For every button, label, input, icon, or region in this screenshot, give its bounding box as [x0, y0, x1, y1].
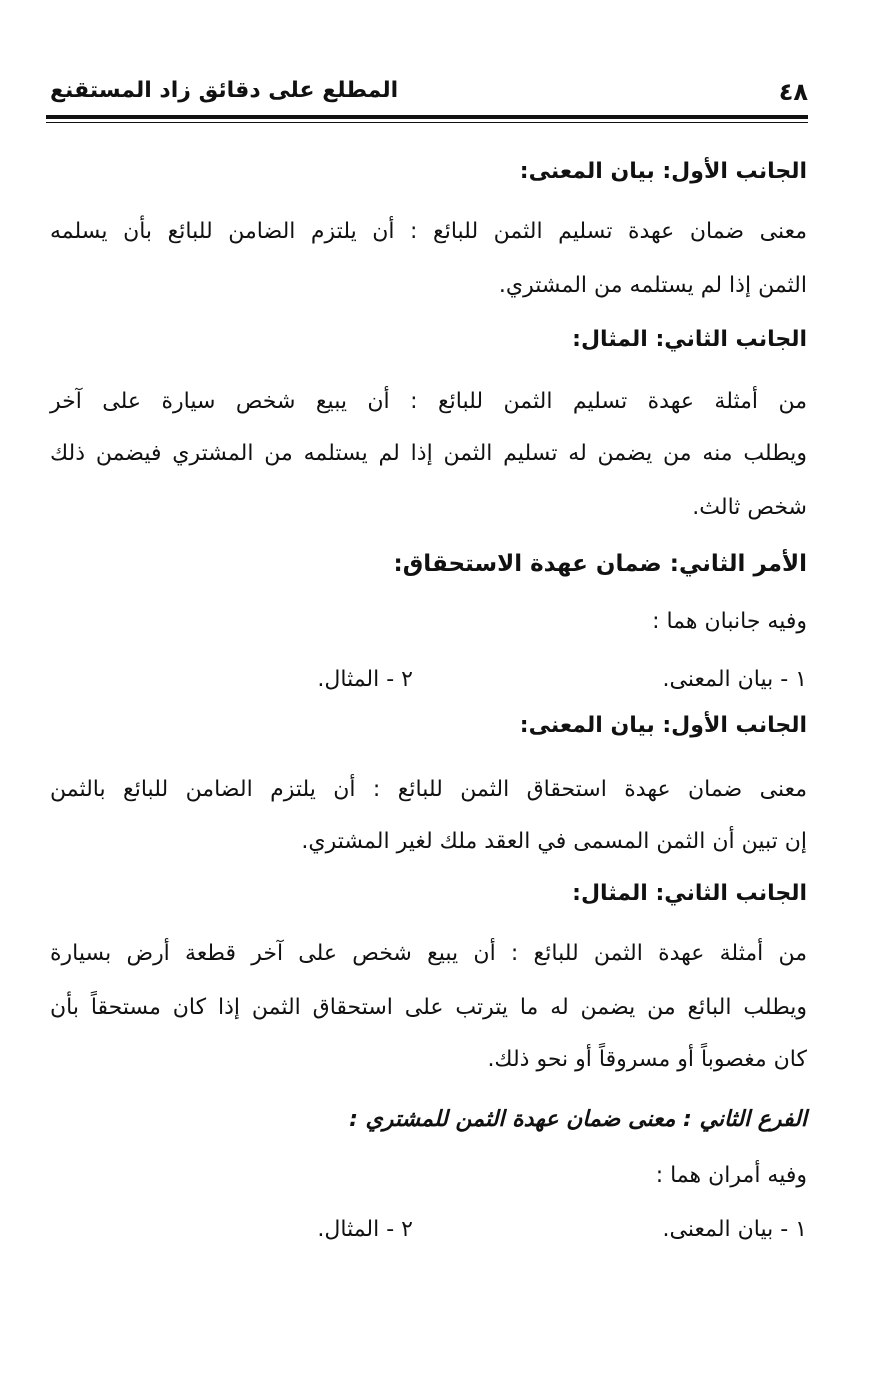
section-heading: الجانب الثاني: المثال: [572, 881, 807, 906]
enum-item: ٢ - المثال. [317, 667, 413, 692]
page-header [50, 72, 808, 112]
paragraph-line: كان مغصوباً أو مسروقاً أو نحو ذلك. [487, 1047, 807, 1072]
paragraph-line: معنى ضمان عهدة استحقاق الثمن للبائع : أن يلتزم الضامن للبائع بالثمن [50, 777, 807, 802]
paragraph-line: وفيه أمران هما : [655, 1163, 807, 1188]
section-heading: الأمر الثاني: ضمان عهدة الاستحقاق: [393, 551, 807, 577]
paragraph-line: شخص ثالث. [692, 495, 807, 520]
section-heading: الفرع الثاني : معنى ضمان عهدة الثمن للمشتري : [349, 1107, 807, 1132]
enum-item: ٢ - المثال. [317, 1217, 413, 1242]
page-number: ٤٨ [778, 78, 808, 106]
paragraph-line: من أمثلة عهدة تسليم الثمن للبائع : أن يبيع شخص سيارة على آخر [50, 389, 807, 414]
paragraph-line: ويطلب البائع من يضمن له ما يترتب على استحقاق الثمن إذا كان مستحقاً بأن [50, 995, 807, 1020]
paragraph-line: إن تبين أن الثمن المسمى في العقد ملك لغير المشتري. [301, 829, 807, 854]
paragraph-line: ويطلب منه من يضمن له تسليم الثمن إذا لم يستلمه من المشتري فيضمن ذلك [50, 441, 807, 466]
enum-item: ١ - بيان المعنى. [662, 667, 807, 692]
running-title: المطلع على دقائق زاد المستقنع [50, 78, 399, 103]
section-heading: الجانب الأول: بيان المعنى: [519, 713, 807, 738]
paragraph-line: الثمن إذا لم يستلمه من المشتري. [498, 273, 807, 298]
paragraph-line: معنى ضمان عهدة تسليم الثمن للبائع : أن يلتزم الضامن للبائع بأن يسلمه [50, 219, 807, 244]
paragraph-line: وفيه جانبان هما : [652, 609, 807, 634]
header-rule-thick [46, 115, 808, 119]
header-rule-thin [46, 122, 808, 123]
enum-item: ١ - بيان المعنى. [662, 1217, 807, 1242]
section-heading: الجانب الثاني: المثال: [572, 327, 807, 352]
paragraph-line: من أمثلة عهدة الثمن للبائع : أن يبيع شخص على آخر قطعة أرض بسيارة [50, 941, 807, 966]
section-heading: الجانب الأول: بيان المعنى: [519, 159, 807, 184]
